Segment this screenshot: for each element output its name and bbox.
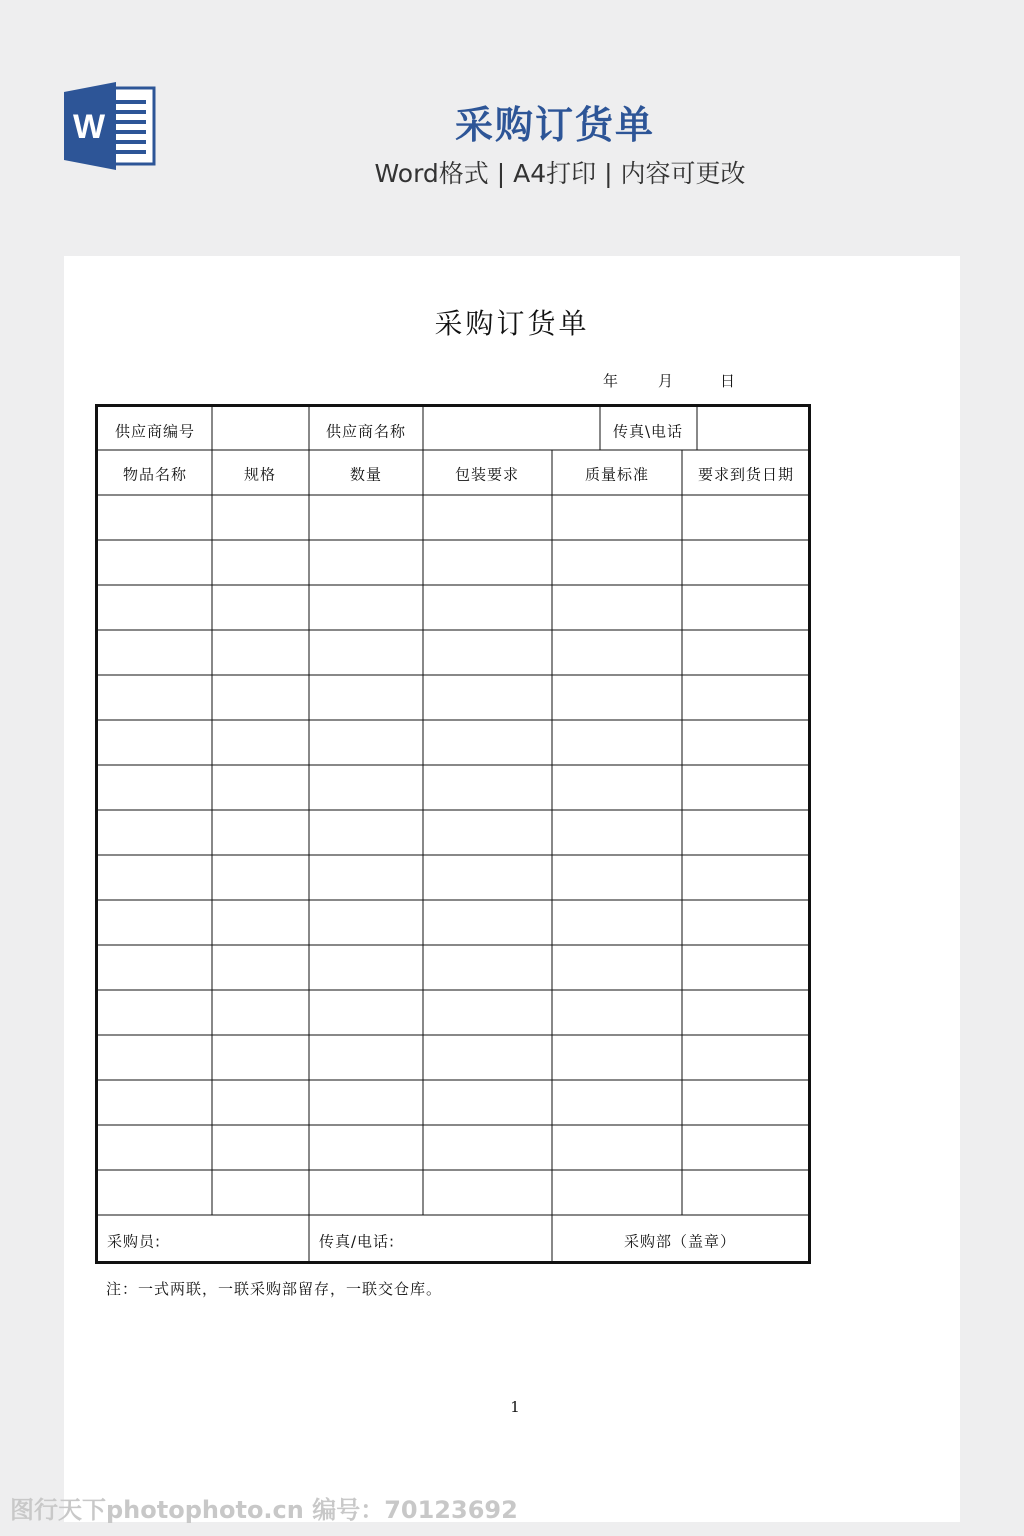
banner-title: 采购订货单 [454,103,655,147]
purchasing-dept-stamp-label: 采购部（盖章） [623,1232,737,1251]
table-grid [98,407,808,1261]
supplier-name-label: 供应商名称 [325,422,407,441]
note-text: 注：一式两联，一联采购部留存，一联交仓库。 [106,1280,443,1298]
word-logo-letter: W [72,108,106,146]
column-header: 要求到货日期 [697,465,795,484]
column-header: 数量 [349,465,383,484]
column-header: 质量标准 [584,465,650,484]
column-header: 包装要求 [454,465,520,484]
watermark-text: 图行天下photophoto.cn 编号：70123692 [10,1496,518,1524]
banner-subtitle: Word格式 | A4打印 | 内容可更改 [374,159,746,188]
supplier-code-label: 供应商编号 [114,422,196,441]
word-icon [64,82,156,170]
date-month-label: 月 [658,372,674,390]
column-header: 物品名称 [122,465,188,484]
footer-fax-label: 传真/电话: [319,1232,396,1251]
date-year-label: 年 [603,372,619,390]
page-number: 1 [510,1398,520,1416]
buyer-label: 采购员: [107,1232,162,1251]
date-day-label: 日 [720,372,736,390]
fax-phone-label: 传真\电话 [612,422,684,441]
document-title: 采购订货单 [434,307,590,340]
order-form-table [95,404,811,1264]
column-header: 规格 [243,465,277,484]
